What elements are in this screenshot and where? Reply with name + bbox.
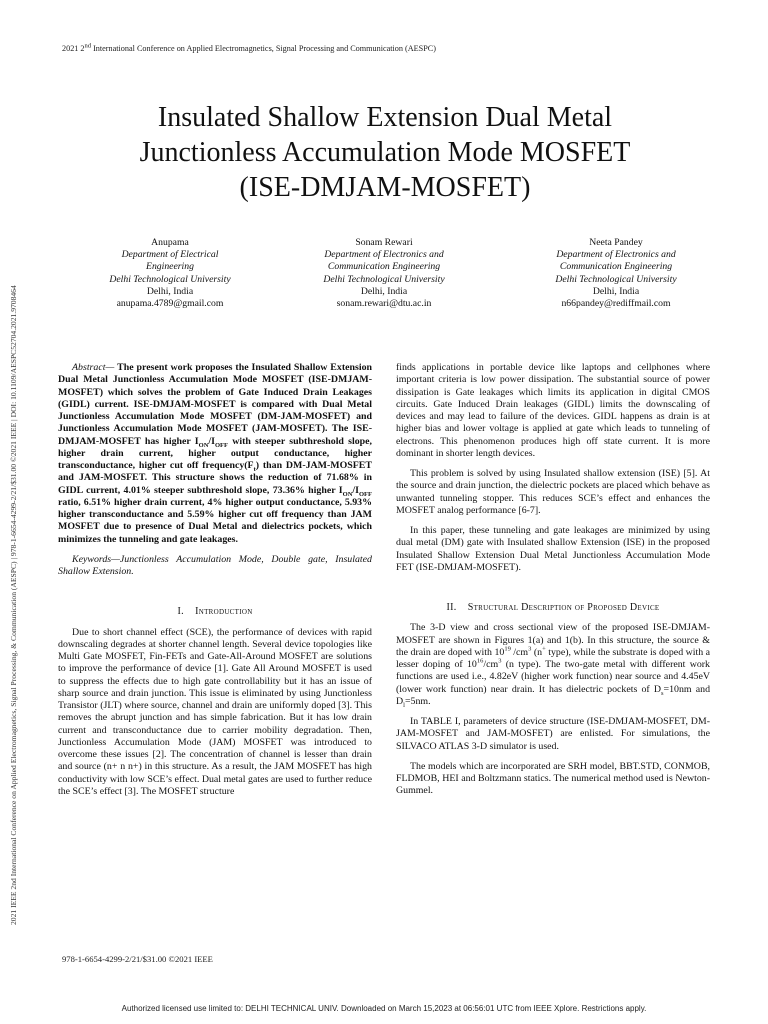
author-dept: Communication Engineering	[559, 261, 673, 273]
paper-title	[80, 100, 690, 205]
author-city: Delhi, India	[592, 285, 640, 297]
author-dept: Department of Electronics and	[556, 249, 676, 261]
copyright-line: 978-1-6654-4299-2/21/$31.00 ©2021 IEEE	[62, 954, 213, 964]
keywords: Keywords—Junctionless Accumulation Mode, Double gate, Insulated Shallow Extension.	[58, 553, 372, 577]
author-university: Delhi Technological University	[323, 273, 445, 285]
author-3	[516, 237, 716, 310]
author-email[interactable]: sonam.rewari@dtu.ac.in	[336, 298, 432, 310]
license-footer: Authorized licensed use limited to: DELHI TECHNICAL UNIV. Downloaded on March 15,2023 at 06:56:01 UTC from IEEE Xplore. Restrictions apply.	[121, 1004, 647, 1013]
right-column	[396, 362, 710, 798]
author-dept: Department of Electronics and	[324, 249, 444, 261]
paragraph: In TABLE I, parameters of device structure (ISE-DMJAM-MOSFET, DM-JAM-MOSFET and JAM-MOSFET) are enlisted. For simulations, the SILVACO ATLAS 3-D simulator is used.	[396, 716, 710, 752]
paragraph: The models which are incorporated are SRH model, BBT.STD, CONMOB, FLDMOB, HEI and Boltzmann statics. The numerical method used is Newton-Gummel.	[396, 760, 710, 797]
abstract: Abstract— The present work proposes the Insulated Shallow Extension Dual Metal Junctionless Accumulation Mode MOSFET (ISE-DMJAM-MOSFET) which solves the problem of Gate Induced Drain Leakages (GIDL) current. ISE-DMJAM-MOSFET is compared with Dual Metal Junctionless Accumulation Mode MOSFET (DM-JAM-MOSFET) and Junctionless Accumulation Mode MOSFET (JAM-MOSFET). The ISE-DMJAM-MOSFET has higher $I_{ON}/I_{OFF}$ with steeper subthreshold slope, higher drain current, higher output conductance, higher transconductance, higher cut off $frequency(F_t)$ than DM-JAM-MOSFET and JAM-MOSFET. This structure shows the reduction of 71.68% in GIDL current, 4.01% steeper subthreshold slope, 73.36% higher $I_{ON}/I_{OFF}$ ratio, 6.51% higher drain current, 4% higher output conductance, 5.93% higher transconductance and 5.59% higher cut off frequency than JAM MOSFET due to presence of Dual Metal and dielectrics pockets, which minimizes the tunneling and gate leakages.	[58, 362, 373, 545]
title-line: (ISE-DMJAM-MOSFET)	[239, 172, 531, 203]
paragraph: Due to short channel effect (SCE), the performance of devices with rapid downscaling degrades at shorter channel length. Several device topologies like Multi Gate MOSFET, Fin-FETs and Gate-All-Around MOSFET are solutions to improve the performance of device [1]. Gate All Around MOSFET is used to suppress the effects due to high gate controllability but it has an issue of sharp source and drain junction. This issue is eliminated by using Junctionless Transistor (JLT) where source, channel and drain are uniformly doped [3]. This removes the abrupt junction and has simple fabrication. But it has low drain current and transconductance due to carrier mobility degradation. Then, Junctionless Accumulation Mode (JAM) MOSFET was introduced to overcome these issues [2]. The concentration of channel is lesser than drain and source (n+ n n+) in this structure. As a result, the JAM MOSFET has high conductivity with low SCE’s effect. Dual metal gates are used to further reduce the SCE’s effect [3]. The MOSFET structure	[58, 626, 372, 797]
paragraph: This problem is solved by using Insulated shallow extension (ISE) [5]. At the source and drain junction, the dielectric pockets are placed which behave as unwanted tunneling stopper. This reduces SCE’s effect and enhances the MOSFET analog performance [6-7].	[396, 468, 710, 516]
title-line: Junctionless Accumulation Mode MOSFET	[139, 137, 631, 168]
author-name: Anupama	[151, 237, 189, 248]
author-university: Delhi Technological University	[109, 273, 231, 285]
paragraph: In this paper, these tunneling and gate leakages are minimized by using dual metal (DM) gate with Insulated shallow Extension (ISE) in the proposed Insulated Shallow Extension Dual Metal Junctionless Accumulation Mode FET (ISE-DMJAM-MOSFET).	[396, 525, 710, 573]
title-line: Insulated Shallow Extension Dual Metal	[157, 102, 613, 133]
author-city: Delhi, India	[360, 285, 408, 297]
section-heading-introduction: I. Introduction	[177, 606, 253, 618]
author-name: Sonam Rewari	[355, 237, 413, 248]
paragraph: The 3-D view and cross sectional view of the proposed ISE-DMJAM-MOSFET are shown in Figures 1(a) and 1(b). In this structure, the source & the drain are doped with $10^{19}$ $/cm^3$ (n+ type), while the substrate is doped with a lesser doping of $10^{16}/cm^3$ (n type). The two-gate metal with different work functions are used i.e., 4.82eV (higher work function) near source and 4.45eV (lower work function) near drain. It has dielectric pockets of $D_s=10nm$ and $D_l=5nm$.	[396, 622, 711, 709]
author-email[interactable]: n66pandey@rediffmail.com	[561, 298, 671, 310]
doi-side-text: 2021 IEEE 2nd International Conference on Applied Electromagnetics, Signal Processing, & Communication (AESPC) | 978-1-6654-4299-2/21/$31.00 ©2021 IEEE | DOI: 10.1109/AESPC52704.2021.9708464	[9, 285, 18, 925]
author-name: Neeta Pandey	[589, 237, 643, 248]
left-column	[58, 362, 372, 798]
author-email[interactable]: anupama.4789@gmail.com	[116, 298, 224, 310]
author-city: Delhi, India	[146, 285, 194, 297]
conference-header: 2021 2nd International Conference on Applied Electromagnetics, Signal Processing and Communication (AESPC)	[62, 42, 436, 53]
paragraph: finds applications in portable device like laptops and cellphones where important criteria is low power dissipation. The substantial source of power dissipation is Gate leakages which limits its application in digital CMOS circuits. Gate Induced Drain leakages (GIDL) limits the downscaling of devices and may lead to failure of the devices. GIDL happens as drain is at higher bias and lower voltage is applied at gate which leads to tunneling of electrons. This phenomenon produces high off state current. It is more dominant in shorter length devices.	[396, 362, 710, 459]
author-dept: Department of Electrical	[121, 249, 219, 261]
section-heading-structural-description: II. Structural Description of Proposed Device	[446, 602, 660, 613]
author-dept: Communication Engineering	[327, 261, 441, 273]
author-university: Delhi Technological University	[555, 273, 677, 285]
author-dept: Engineering	[146, 261, 194, 273]
author-2	[284, 237, 484, 310]
author-1	[70, 237, 270, 310]
